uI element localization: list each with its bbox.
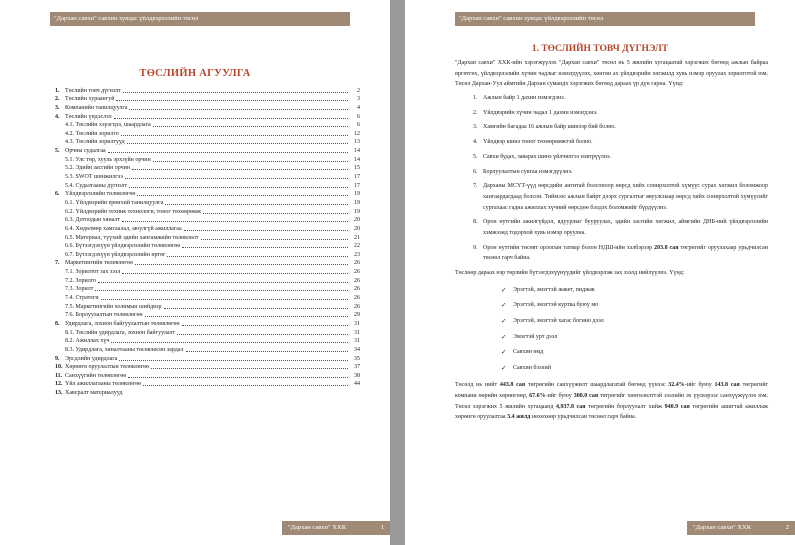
toc-entry[interactable]	[55, 129, 360, 138]
toc-leader-dots	[201, 238, 348, 240]
toc-entry-page: 14	[354, 156, 360, 163]
toc-leader-dots	[114, 117, 348, 119]
toc-entry[interactable]	[55, 285, 360, 294]
page-number: 2	[785, 524, 789, 531]
toc-entry[interactable]	[55, 363, 360, 372]
toc-entry-page: 38	[354, 372, 360, 379]
checklist-item	[455, 361, 768, 377]
toc-entry[interactable]	[55, 164, 360, 173]
toc-entry-label: Орчны судалгаа	[65, 148, 106, 155]
check-icon: ✓	[501, 317, 507, 325]
toc-entry[interactable]	[55, 276, 360, 285]
results-list-item	[455, 152, 768, 163]
results-list-item	[455, 93, 768, 104]
toc-entry-label: Үйлдвэрлэлийн төлөвлөгөө	[65, 191, 136, 198]
toc-entry[interactable]	[55, 121, 360, 130]
toc-entry[interactable]	[55, 224, 360, 233]
toc-entry[interactable]	[55, 328, 360, 337]
toc-leader-dots	[129, 186, 348, 188]
toc-leader-dots	[127, 142, 348, 144]
list-number: 3.	[473, 124, 478, 131]
toc-entry-page: 20	[354, 225, 360, 232]
toc-entry[interactable]	[55, 207, 360, 216]
toc-entry-label: 6.2. Үйлдвэрийн техник технологи, тоног төхөөрөмж	[65, 208, 201, 215]
toc-entry-page: 31	[354, 338, 360, 345]
toc-entry-page: 6	[357, 113, 360, 120]
list-item-text: Ажлын байр 1 дахин нэмэгдэнэ.	[483, 94, 566, 101]
toc-entry-page: 2	[357, 87, 360, 94]
toc-title: ТӨСЛИЙН АГУУЛГА	[139, 68, 251, 79]
toc-entry-label: 5.3. SWOT шинжилгээ	[65, 174, 123, 181]
toc-leader-dots	[153, 160, 348, 162]
toc-entry-label: Маркетингийн төлөвлөгөө	[65, 260, 133, 267]
page-footer	[687, 521, 795, 535]
toc-leader-dots	[137, 194, 348, 196]
toc-entry-label: 7.5. Маркетингийн холимын шийдвэр	[65, 303, 162, 310]
checklist-item	[455, 345, 768, 361]
toc-entry-page: 26	[354, 260, 360, 267]
toc-entry-page: 17	[354, 182, 360, 189]
list-item-text: Үйлдвэрийн хүчин чадал 1 дахин нэмэгдэнэ.	[483, 109, 598, 116]
toc-entry[interactable]	[55, 319, 360, 328]
toc-entry-number: 1.	[55, 87, 60, 94]
toc-entry[interactable]	[55, 259, 360, 268]
toc-entry-label: 6.5. Материал, түүхий эдийн хангамжийн төлөвлөлт	[65, 234, 199, 241]
toc-entry-page: 4	[357, 104, 360, 111]
toc-entry-label: 7.4. Стратеги	[65, 295, 99, 302]
toc-entry-label: Төслийн үндэслэл	[65, 113, 112, 120]
toc-entry[interactable]	[55, 337, 360, 346]
toc-leader-dots	[184, 229, 348, 231]
toc-entry-number: 3.	[55, 104, 60, 111]
list-item-text: Үйлдвэр шинэ тоног төхөөрөмжтэй болно.	[483, 139, 593, 146]
toc-leader-dots	[129, 108, 348, 110]
toc-entry-number: 11.	[55, 372, 63, 379]
toc-entry-page: 34	[354, 346, 360, 353]
checklist-item	[455, 283, 768, 299]
list-number: 7.	[473, 183, 478, 190]
toc-entry-number: 12.	[55, 381, 63, 388]
toc-leader-dots	[123, 91, 348, 93]
toc-entry[interactable]	[55, 95, 360, 104]
toc-entry-number: 6.	[55, 191, 60, 198]
results-list-item	[455, 108, 768, 119]
page-number: 1	[380, 524, 384, 531]
toc-leader-dots	[108, 151, 348, 153]
results-list-item	[455, 167, 768, 178]
toc-entry[interactable]	[55, 250, 360, 259]
products-paragraph: Төслөөр дараах нэр төрлийн бүтээгдэхүүнүүдийг үйлдвэрлэж зах зээлд нийлүүлнэ. Үүнд:	[455, 270, 685, 277]
list-number: 8.	[473, 219, 478, 226]
toc-entry-page: 26	[354, 303, 360, 310]
checklist-item-text: Савхин бээлий	[513, 364, 551, 371]
toc-leader-dots	[182, 246, 348, 248]
toc-entry-label: 6.1. Үйлдвэрийн ерөнхий танилцуулга	[65, 199, 164, 206]
toc-entry[interactable]	[55, 233, 360, 242]
toc-entry-label: 7.6. Борлуулалтын төлөвлөгөө	[65, 312, 143, 319]
check-icon: ✓	[501, 302, 507, 310]
toc-entry-label: Удирдлага, зохион байгуулалтын төлөвлөгөө	[65, 320, 180, 327]
toc-entry-label: 7.3. Зорилт	[65, 286, 94, 293]
toc-entry-page: 26	[354, 277, 360, 284]
section-title: 1. ТӨСЛИЙН ТОВЧ ДҮГНЭЛТ	[531, 44, 669, 54]
toc-leader-dots	[128, 376, 348, 378]
toc-entry-number: 13.	[55, 390, 63, 397]
check-icon: ✓	[501, 364, 507, 372]
toc-entry-label: Эрсдлийн удирдлага	[65, 355, 118, 362]
toc-leader-dots	[186, 350, 349, 352]
toc-entry-number: 10.	[55, 364, 63, 371]
toc-entry-label: 4.2. Төслийн зорилго	[65, 130, 119, 137]
toc-entry-label: 6.7. Бүтээгдэхүүн үйлдвэрлэлийн өртөг	[65, 251, 166, 258]
toc-leader-dots	[122, 272, 348, 274]
toc-entry[interactable]	[55, 293, 360, 302]
toc-leader-dots	[164, 307, 348, 309]
toc-entry-page: 19	[354, 208, 360, 215]
toc-entry-page: 6	[357, 122, 360, 129]
list-item-text: Орон нутгийн ажилгүйдэл, ядуурлыг бууруулах, эдийн засгийн хөгжил, аймгийн ДНБ-ний үйлдвэрлэлийн хэмжээнд тодорхой хувь нэмэр оруулна.	[483, 219, 768, 237]
list-item-text: Дарханы МСҮТ-үүд өөрсдийн ангитай болсоноор өөрсд хийх сонирхолтой хүмүүс сурах хөгжил боломжоор хангаардагдаад болсон. Тиймээс ажлын байрт дээрх сургалтыг явуулснаар өөрсд хийх сонирхолтой хүмүүсийг сургахаас гадна ажиллах хүчний өөрсдөө бэлдэх боломжийг бүрдүүлнэ.	[483, 183, 768, 211]
footer-company: "Дархан савхи" ХХК	[693, 524, 752, 531]
toc-entry-label: 8.2. Ажиллах хүч	[65, 338, 110, 345]
results-list-item	[455, 243, 768, 264]
toc-entry[interactable]	[55, 112, 360, 121]
toc-leader-dots	[125, 177, 348, 179]
toc-entry-page: 15	[354, 165, 360, 172]
toc-entry-page: 26	[354, 269, 360, 276]
toc-entry-page: 21	[354, 234, 360, 241]
footer-company: "Дархан савхи" ХХК	[288, 524, 347, 531]
toc-entry-label: 4.1. Төслийн хэрэгцээ, шаардлага	[65, 122, 151, 129]
toc-entry-page: 3	[357, 96, 360, 103]
list-item-text: Орон нутгийн төсөвт орлогын татвар болон НДШ-ийн хэлбэрээр 203.8 сая төгрөгийг оруулахаар урьдчилсан төсөөл гарч байна.	[483, 244, 768, 262]
toc-entry-number: 9.	[55, 355, 60, 362]
results-list-item	[455, 181, 768, 213]
toc-entry-label: 6.6. Бүтээгдэхүүн үйлдвэрлэлийн төлөвлөгөө	[65, 243, 181, 250]
toc-leader-dots	[122, 220, 348, 222]
toc-leader-dots	[182, 324, 348, 326]
toc-entry-label: Санхүүгийн төлөвлөгөө	[65, 372, 127, 379]
toc-entry-label: 4.3. Төслийн зорилтууд	[65, 139, 125, 146]
toc-entry-label: Төслийн хураангуй	[65, 96, 115, 103]
toc-leader-dots	[151, 367, 348, 369]
intro-paragraph: "Дархан савхи" ХХК-ийн хэрэгжүүлэх "Дархан савхи" төсөл нь 5 жилийн хугацаатай хэрэгжих бөгөөд ажлын байраа өргөтгөх, үйлдвэрлэлийн хүчин чадлыг нэмэгдүүлэх, хөнгөн ах үйлдвэрийн хөгжилд хувь нэмэр оруулах зорилготой юм. Төсөл Дархан-Уул аймгийн Дархан сумандх хэрэгжих бөгөөд дараах үр дүн гарна. Үүнд:	[455, 60, 768, 88]
toc-entry-number: 4.	[55, 113, 60, 120]
toc-entry-page: 19	[354, 191, 360, 198]
toc-entry-page: 22	[354, 243, 360, 250]
toc-entry[interactable]	[55, 198, 360, 207]
toc-entry[interactable]	[55, 371, 360, 380]
toc-entry-page: 26	[354, 295, 360, 302]
page-footer	[282, 521, 390, 535]
toc-entry-page: 20	[354, 217, 360, 224]
list-item-text: Савхи будах, заварах шинэ үйлчилгээ нэвтрүүлнэ.	[483, 153, 612, 160]
toc-leader-dots	[116, 99, 348, 101]
toc-entry-label: 7.1. Зорилтот зах зээл	[65, 269, 121, 276]
table-of-contents	[55, 86, 360, 397]
toc-entry-page: 44	[354, 381, 360, 388]
toc-entry-label: Төслийн товч дүгнэлт	[65, 87, 121, 94]
toc-entry[interactable]	[55, 311, 360, 320]
toc-entry-page: 12	[354, 130, 360, 137]
list-number: 4.	[473, 139, 478, 146]
checklist-item-text: Савхин өмд	[513, 349, 544, 356]
toc-entry[interactable]	[55, 267, 360, 276]
list-number: 9.	[473, 244, 478, 251]
toc-entry-label: Хөрөнгө оруулалтын төлөвлөгөө	[65, 364, 150, 371]
results-list-item	[455, 122, 768, 133]
toc-entry-label: 8.1. Төслийн удирдлага, зохион байгуулалт	[65, 329, 176, 336]
toc-entry-label: 8.3. Удирдлага, хяналтааны төсөвлөсөн зардал	[65, 346, 184, 353]
toc-leader-dots	[145, 315, 349, 317]
toc-entry[interactable]	[55, 181, 360, 190]
toc-entry[interactable]	[55, 146, 360, 155]
document-page-1	[0, 0, 390, 545]
checklist-item-text: Эмэгтэй урт дээл	[513, 333, 558, 340]
toc-entry-page: 37	[354, 364, 360, 371]
check-icon: ✓	[501, 333, 507, 341]
financing-paragraph: Төсөлд нь нийт 443.8 сая төгрөгийн санхүүжилт шаардлагатай бөгөөд үүнээс 32.4%-ийг буюу 143.8 сая төгрөгийг компани өөрийн хөрөнгөөр, 67.6%-ийг буюу 300.0 сая төгрөгийг хөнгөлөлттэй зээлийн эх үүсвэрээс санхүүжүүлэх юм. Төсөл хэрэгжих 5 жилийн хугацаанд 4,937.8 сая төгрөгийн борлуулалт хийж 940.9 сая төгрөгийн ашигтай ажиллаж хөрөнгө оруулалтаа 3.4 жилд нөхөхөөр урьдчилсан төсөөл гарч байна.	[455, 382, 769, 421]
check-icon: ✓	[501, 349, 507, 357]
toc-entry-label: 5.2. Эдийн засгийн орчин	[65, 165, 131, 172]
page-header: "Дархан савхи" савхин хувцас үйлдвэрлэлийн төсөл	[455, 12, 755, 26]
toc-entry[interactable]	[55, 345, 360, 354]
toc-leader-dots	[143, 384, 348, 386]
checklist-item	[455, 330, 768, 346]
toc-entry[interactable]	[55, 138, 360, 147]
checklist-item-text: Эрэгтэй, эмэгтэй жакет, пиджак	[513, 286, 595, 293]
list-number: 1.	[473, 94, 478, 101]
checklist-item	[455, 314, 768, 330]
list-number: 2.	[473, 109, 478, 116]
toc-entry-label: 6.4. Хөдөлмөр хамгаалал, аюулгүй ажиллагаа	[65, 225, 182, 232]
toc-entry-label: Компанийн танилцуулга	[65, 104, 128, 111]
toc-entry-page: 31	[354, 320, 360, 327]
toc-leader-dots	[165, 203, 348, 205]
toc-leader-dots	[111, 341, 348, 343]
toc-entry-page: 31	[354, 329, 360, 336]
toc-entry[interactable]	[55, 103, 360, 112]
document-page-2	[405, 0, 795, 545]
toc-entry[interactable]	[55, 86, 360, 95]
toc-entry-page: 17	[354, 174, 360, 181]
toc-entry-page: 13	[354, 139, 360, 146]
toc-entry-page: 23	[354, 251, 360, 258]
toc-leader-dots	[119, 359, 348, 361]
results-list-item	[455, 137, 768, 148]
toc-entry-label: 6.3. Дотоодын хяналт	[65, 217, 120, 224]
list-item-text: Хамгийн багадаа 16 ажлын байр шинээр бий болно.	[483, 124, 616, 131]
toc-leader-dots	[95, 289, 348, 291]
toc-entry[interactable]	[55, 242, 360, 251]
toc-entry[interactable]	[55, 354, 360, 363]
toc-entry-number: 5.	[55, 148, 60, 155]
toc-entry[interactable]	[55, 216, 360, 225]
checklist-item	[455, 298, 768, 314]
results-list-item	[455, 217, 768, 238]
toc-entry-number: 2.	[55, 96, 60, 103]
toc-leader-dots	[135, 263, 348, 265]
toc-leader-dots	[167, 255, 348, 257]
toc-leader-dots	[98, 281, 348, 283]
list-item-text: Борлуулалтын сувгаа нэмэгдүүлнэ.	[483, 168, 573, 175]
page-header: "Дархан савхи" савхин хувцас үйлдвэрлэлийн төсөл	[50, 12, 350, 26]
toc-entry[interactable]	[55, 380, 360, 389]
checklist-item-text: Эрэгтэй, эмэгтэй куртка буюу мо	[513, 302, 599, 309]
toc-leader-dots	[132, 168, 348, 170]
toc-leader-dots	[121, 134, 348, 136]
toc-entry-label: 7.2. Зорилго	[65, 277, 97, 284]
section-body	[455, 58, 768, 423]
check-icon: ✓	[501, 286, 507, 294]
toc-entry-label: Хавсралт материалууд	[65, 390, 123, 397]
list-number: 5.	[473, 153, 478, 160]
toc-entry-page: 29	[354, 312, 360, 319]
toc-leader-dots	[101, 298, 348, 300]
toc-entry-label: 5.4. Судалгааны дүгнэлт	[65, 182, 128, 189]
toc-leader-dots	[153, 125, 348, 127]
toc-leader-dots	[177, 333, 348, 335]
results-list	[455, 93, 768, 264]
toc-entry[interactable]	[55, 155, 360, 164]
toc-entry-number: 8.	[55, 320, 60, 327]
checklist-item-text: Эрэгтэй, эмэгтэй хагас богино дээл	[513, 317, 604, 324]
list-number: 6.	[473, 168, 478, 175]
toc-entry-label: 5.1. Улс төр, хууль эрхзүйн орчин	[65, 156, 151, 163]
toc-leader-dots	[203, 212, 348, 214]
toc-entry-page: 19	[354, 199, 360, 206]
toc-entry-page: 26	[354, 286, 360, 293]
products-checklist	[455, 283, 768, 377]
toc-entry[interactable]	[55, 302, 360, 311]
toc-entry[interactable]	[55, 388, 360, 397]
toc-entry[interactable]	[55, 190, 360, 199]
toc-entry-label: Үйл ажиллагааны төлөвлөгөө	[65, 381, 142, 388]
toc-entry-page: 14	[354, 148, 360, 155]
toc-entry-page: 35	[354, 355, 360, 362]
toc-entry[interactable]	[55, 172, 360, 181]
toc-entry-number: 7.	[55, 260, 60, 267]
